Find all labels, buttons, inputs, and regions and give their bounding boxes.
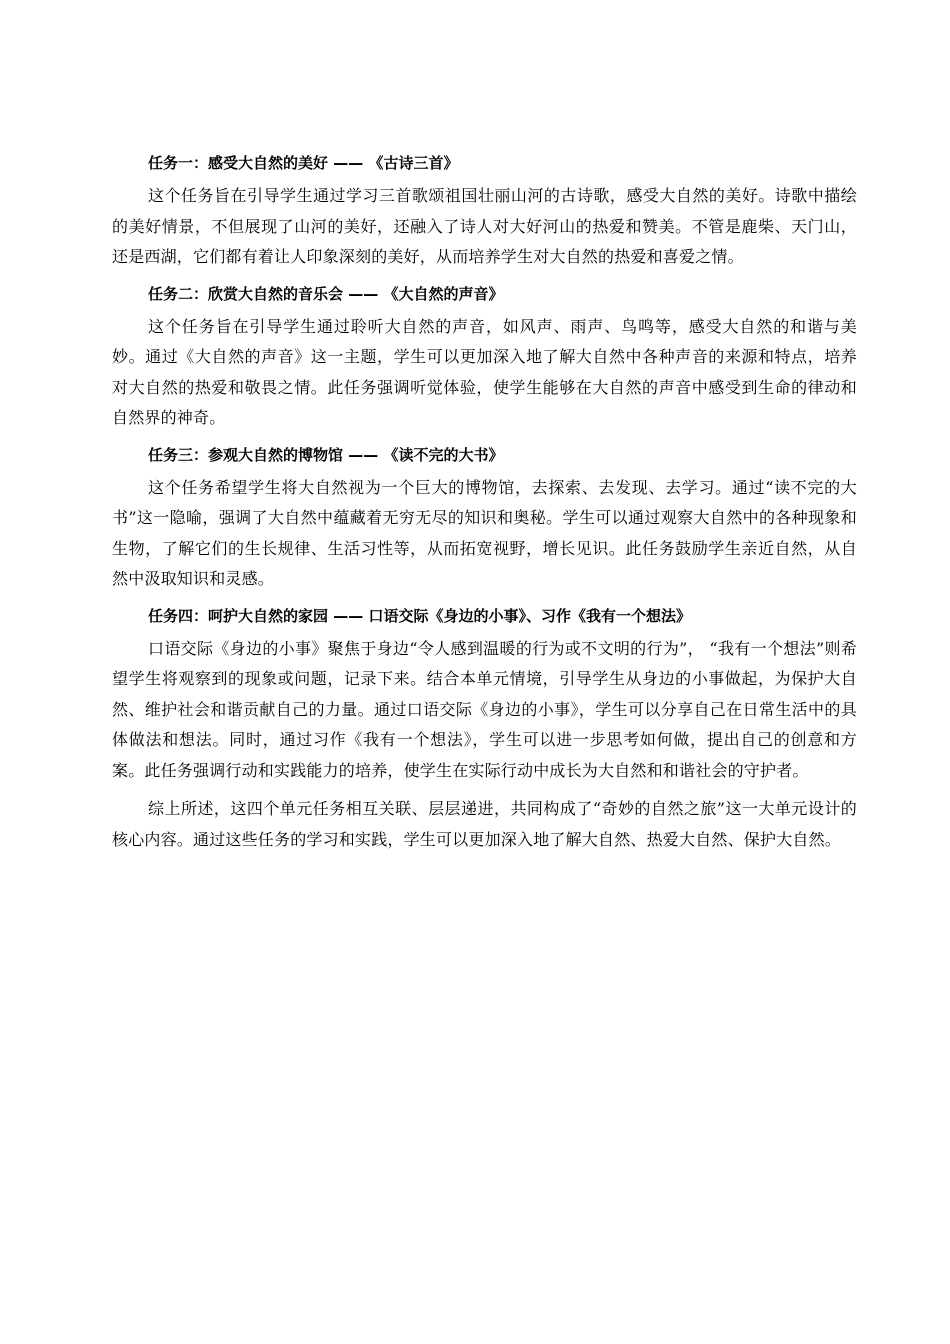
task-three-paragraph: 这个任务希望学生将大自然视为一个巨大的博物馆，去探索、去发现、去学习。通过“读不完的大书”这一隐喻，强调了大自然中蕴藏着无穷无尽的知识和奥秘。学生可以通过观察大自然中的各种现象和生物，了解它们的生长规律、生活习性等，从而拓宽视野，增长见识。此任务鼓励学生亲近自然，从自然中汲取知识和灵感。 — [112, 477, 857, 588]
task-two-heading: 任务二：欣赏大自然的音乐会 —— 《大自然的声音》 — [148, 284, 504, 303]
document-page — [112, 150, 857, 863]
task-three-heading: 任务三：参观大自然的博物馆 —— 《读不完的大书》 — [148, 445, 504, 464]
task-two-paragraph: 这个任务旨在引导学生通过聆听大自然的声音，如风声、雨声、鸟鸣等，感受大自然的和谐与美妙。通过《大自然的声音》这一主题，学生可以更加深入地了解大自然中各种声音的来源和特点，培养对大自然的热爱和敬畏之情。此任务强调听觉体验，使学生能够在大自然的声音中感受到生命的律动和自然界的神奇。 — [112, 316, 857, 427]
task-four-heading: 任务四：呵护大自然的家园 —— 口语交际《身边的小事》、习作《我有一个想法》 — [148, 606, 691, 625]
summary-paragraph: 综上所述，这四个单元任务相互关联、层层递进，共同构成了“奇妙的自然之旅”这一大单元设计的核心内容。通过这些任务的学习和实践，学生可以更加深入地了解大自然、热爱大自然、保护大自然。 — [112, 799, 857, 849]
task-four-paragraph: 口语交际《身边的小事》聚焦于身边“令人感到温暖的行为或不文明的行为”， “我有一个想法”则希望学生将观察到的现象或问题，记录下来。结合本单元情境，引导学生从身边的小事做起，为保护大自然、维护社会和谐贡献自己的力量。通过口语交际《身边的小事》，学生可以分享自己在日常生活中的具体做法和想法。同时，通过习作《我有一个想法》，学生可以进一步思考如何做，提出自己的创意和方案。此任务强调行动和实践能力的培养，使学生在实际行动中成长为大自然和和谐社会的守护者。 — [112, 638, 857, 780]
task-one-paragraph: 这个任务旨在引导学生通过学习三首歌颂祖国壮丽山河的古诗歌，感受大自然的美好。诗歌中描绘的美好情景，不但展现了山河的美好，还融入了诗人对大好河山的热爱和赞美。不管是鹿柴、天门山，还是西湖，它们都有着让人印象深刻的美好，从而培养学生对大自然的热爱和喜爱之情。 — [112, 186, 857, 266]
task-one-heading: 任务一：感受大自然的美好 —— 《古诗三首》 — [148, 154, 459, 172]
